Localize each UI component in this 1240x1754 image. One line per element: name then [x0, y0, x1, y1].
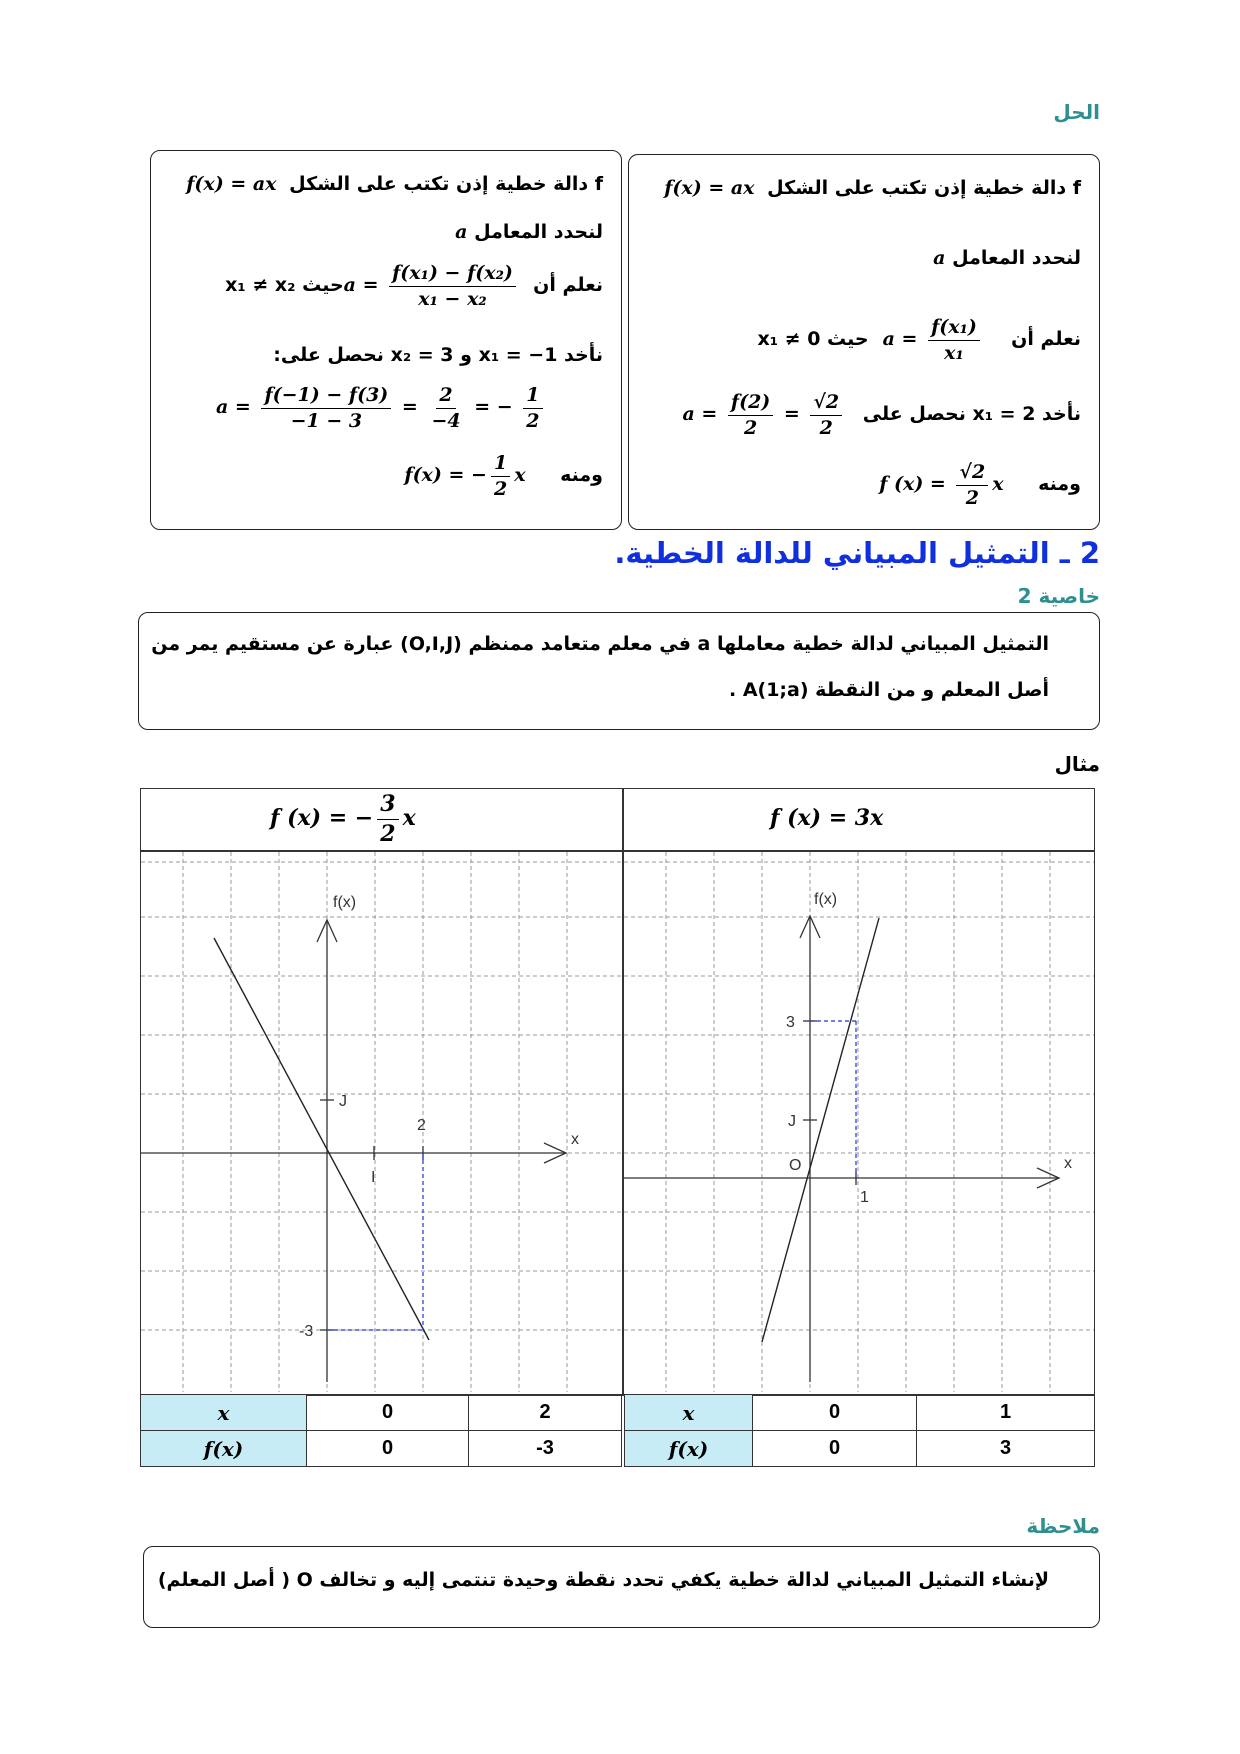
left-line5: a = $\frac{f(-1) - f(3)}{-1 - 3}$ = $\frac{2}{-4}$ = − $\frac{1}{2}$ [216, 383, 547, 433]
section-title: 2 ـ التمثيل المبياني للدالة الخطية. [614, 536, 1100, 570]
left-line4: نأخد x₁ = −1 و x₂ = 3 نحصل على: [273, 344, 603, 366]
property-label: خاصية 2 [1017, 584, 1100, 608]
right-line3: نعلم أن a = $\frac{\text{f(x₁)}}{\text{x₁}}$ حيث x₁ ≠ 0 [757, 316, 1081, 364]
left-line2: لنحدد المعامل a [455, 221, 603, 243]
right-graph [624, 852, 1094, 1392]
right-line4: نأخد x₁ = 2 نحصل على a = $\frac{f(2)}{2}$ = $\frac{√2}{2}$ [682, 391, 1081, 439]
left-label-I: I [371, 1169, 376, 1186]
note-box [143, 1546, 1100, 1628]
right-axis-x-label: x [1064, 1155, 1072, 1172]
left-label-2: 2 [417, 1117, 426, 1134]
left-axis-y-label: f(x) [333, 894, 357, 911]
note-text: لإنشاء التمثيل المبياني لدالة خطية يكفي تحدد نقطة وحيدة تنتمى إليه و تخالف O ( أصل المعلم) [157, 1569, 1049, 1591]
left-label-m3: -3 [299, 1323, 314, 1340]
right-axis-y-label: f(x) [814, 891, 838, 908]
left-table-y0: 0 [307, 1431, 469, 1467]
right-solution-box [628, 154, 1100, 530]
property-text-2: أصل المعلم و من النقطة A(1;a) . [728, 679, 1049, 701]
left-table-x0: 0 [307, 1395, 469, 1431]
left-label-J: J [339, 1093, 347, 1110]
right-line5: ومنه f (x) = $\frac{√2}{2}$ x [879, 461, 1081, 509]
left-graph [141, 852, 621, 1392]
right-label-J: J [788, 1113, 796, 1130]
right-values-table [624, 1394, 1095, 1467]
left-axis-x-label: x [571, 1131, 579, 1148]
solution-label: الحل [1053, 100, 1100, 124]
left-line3: نعلم أن a = $\frac{\text{f(x₁) − f(x₂)}}{\text{x₁ − x₂}}$ حيث x₁ ≠ x₂ [225, 262, 603, 310]
right-label-3: 3 [786, 1014, 795, 1031]
property-box [138, 612, 1100, 730]
example-label: مثال [1054, 752, 1100, 776]
right-graph-line [762, 918, 879, 1342]
right-graph-title: f (x) = 3x [770, 805, 884, 831]
right-line1: f دالة خطية إذن تكتب على الشكل f(x) = ax [664, 177, 1081, 199]
left-table-x1: 2 [469, 1395, 622, 1431]
right-table-fx-label: f(x) [625, 1431, 753, 1467]
right-table-y0: 0 [753, 1431, 917, 1467]
left-line1: f دالة خطية إذن تكتب على الشكل f(x) = ax [186, 173, 603, 195]
right-line2: لنحدد المعامل a [933, 247, 1081, 269]
left-line6: ومنه f(x) = − $\frac{1}{2}$ x [404, 452, 603, 500]
left-graph-title: f (x) = − $\frac{3}{2}$ x [270, 791, 416, 847]
left-solution-box [150, 150, 622, 530]
left-table-x-label: x [141, 1395, 307, 1431]
right-label-1: 1 [860, 1189, 869, 1206]
right-label-O: O [789, 1157, 802, 1174]
note-label: ملاحظة [1026, 1514, 1100, 1538]
right-table-x-label: x [625, 1395, 753, 1431]
left-table-y1: -3 [469, 1431, 622, 1467]
right-table-x1: 1 [917, 1395, 1095, 1431]
left-graph-line [214, 938, 429, 1340]
right-table-y1: 3 [917, 1431, 1095, 1467]
left-table-fx-label: f(x) [141, 1431, 307, 1467]
left-values-table [140, 1394, 622, 1467]
right-table-x0: 0 [753, 1395, 917, 1431]
property-text-1: التمثيل المبياني لدالة خطية معاملها a في معلم متعامد ممنظم (O,I,J) عبارة عن مستقيم يمر من [151, 633, 1049, 655]
